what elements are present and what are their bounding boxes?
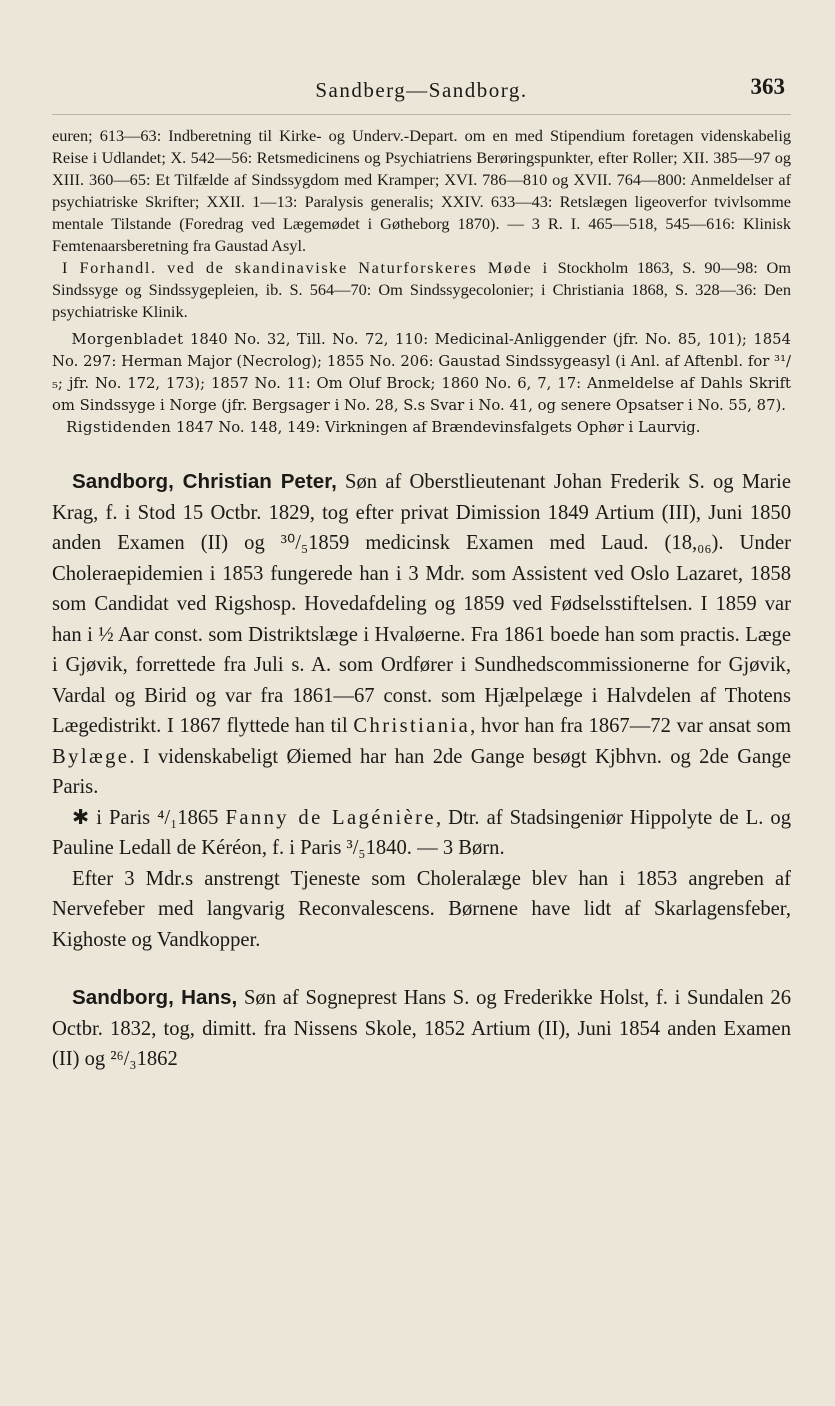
biography-paragraph xyxy=(52,983,791,1075)
biography-text: ✱ i Paris ⁴/₁1865 xyxy=(72,806,226,829)
fraktur-text: 1840 No. 32, Till. No. 72, 110: Medicinal-Anliggender (jfr. No. 85, 101); 1854 No. 297: Herman Major (Necrolog); 1855 No. 206: Gaustad Sindssygeasyl (i Anl. af Aftenbl. for ³¹/₅; jfr. No. 172, 173); 1857 No. 11: Om Oluf Brock; 1860 No. 6, 7, 17: Anmeldelse af Dahls Skrift om Sindssyge i Norge (jfr. Bergsager i No. 28, S.s Svar i No. 41, og senere Opsatser i No. 55, 87). xyxy=(52,331,791,414)
biography-text: , Dtr. af Stadsingeniør Hippolyte de L. og Pauline Ledall de Kéréon, f. i Paris ³/₅1840. — 3 Børn. xyxy=(52,806,792,859)
entry-name: Sandborg, Christian Peter, xyxy=(72,470,337,493)
spaced-text: Bylæge xyxy=(52,745,130,768)
bibliography-paragraph: euren; 613—63: Indberetning til Kirke- og Underv.-Depart. om en med Stipendium foretagen videnskabelig Reise i Udlandet; X. 542—56: Retsmedicinens og Psychiatriens Berøringspunkter, efter Roller; XII. 385—97 og XIII. 360—65: Et Tilfælde af Sindssygdom med Kramper; XVI. 786—810 og XVII. 764—800: Anmeldelser af psychiatriske Skrifter; XXII. 1—13: Paralysis generalis; XXIV. 633—43: Retslægen ligeoverfor tvivlsomme mentale Tilstande (Foredrag ved Lægemødet i Gøtheborg 1870). — 3 R. I. 465—518, 545—616: Klinisk Femtenaarsberetning fra Gaustad Asyl. xyxy=(52,126,791,255)
biography-text: . I videnskabeligt Øiemed har han 2de Gange besøgt Kjbhvn. og 2de Gange Paris. xyxy=(52,745,791,798)
biography-text: Søn af Sogneprest Hans S. og Frederikke Holst, f. i Sundalen 26 Octbr. 1832, tog, dimitt. fra Nissens Skole, 1852 Artium (II), Juni 1854 anden Examen (II) og ²⁶/₃1862 xyxy=(52,987,792,1070)
running-head: Sandberg—Sandborg. xyxy=(315,78,528,102)
newspaper-title: Rigstidenden xyxy=(66,419,172,436)
spaced-text: Fanny de Lagénière xyxy=(225,806,436,829)
newspaper-title: Morgenbladet xyxy=(71,331,184,348)
bibliography-text: Stockholm 1863, S. 90—98: Om Sindssyge og Sindssygepleien, ib. S. 564—70: Om Sindssygecolonier; i Christiania 1868, S. 328—36: Den psychiatriske Klinik. xyxy=(52,258,791,321)
biography-text: , hvor han fra 1867—72 var ansat som xyxy=(470,715,791,737)
fraktur-paragraph xyxy=(52,329,791,417)
biography-text: Søn af Oberstlieutenant Johan Frederik S. og Marie Krag, f. i Stod 15 Octbr. 1829, tog efter privat Dimission 1849 Artium (III), Juni 1850 anden Examen (II) og ³⁰/₅1859 medicinsk Examen med Laud. (18,₀₆). Under Choleraepidemien i 1853 fungerede han i 3 Mdr. som Assistent ved Oslo Lazaret, 1858 som Candidat ved Rigshosp. Hovedafdeling og 1859 ved Fødselsstiftelsen. I 1859 var han i ½ Aar const. som Distriktslæge i Hvaløerne. Fra 1861 boede han som practis. Læge i Gjøvik, forrettede fra Juli s. A. som Ordfører i Sundhedscommissionerne for Gjøvik, Vardal og Birid og var fra 1861—67 const. som Hjælpelæge i Halvdelen af Thotens Lægedistrikt. I 1867 flyttede han til xyxy=(52,471,791,737)
marriage-paragraph xyxy=(52,803,791,864)
biography-paragraph xyxy=(52,467,791,803)
biography-entry-hans xyxy=(52,983,791,1075)
spaced-text: Christiania xyxy=(353,715,471,737)
health-paragraph: Efter 3 Mdr.s anstrengt Tjeneste som Choleralæge blev han i 1853 angreben af Nervefeber med langvarig Reconvalescens. Børnene have lidt af Skarlagensfeber, Kighoste og Vandkopper. xyxy=(52,867,791,951)
fraktur-text: 1847 No. 148, 149: Virkningen af Brændevinsfalgets Ophør i Laurvig. xyxy=(171,419,701,436)
biography-entry-christian-peter xyxy=(52,467,791,955)
page-header xyxy=(52,70,791,115)
entry-name: Sandborg, Hans, xyxy=(72,986,238,1009)
previous-entry-bibliography xyxy=(52,125,791,439)
bibliography-paragraph xyxy=(52,257,791,323)
page-number: 363 xyxy=(750,74,785,99)
spaced-text: I Forhandl. ved de skandinaviske Naturforskeres Møde i xyxy=(62,258,549,277)
fraktur-paragraph xyxy=(52,417,791,439)
